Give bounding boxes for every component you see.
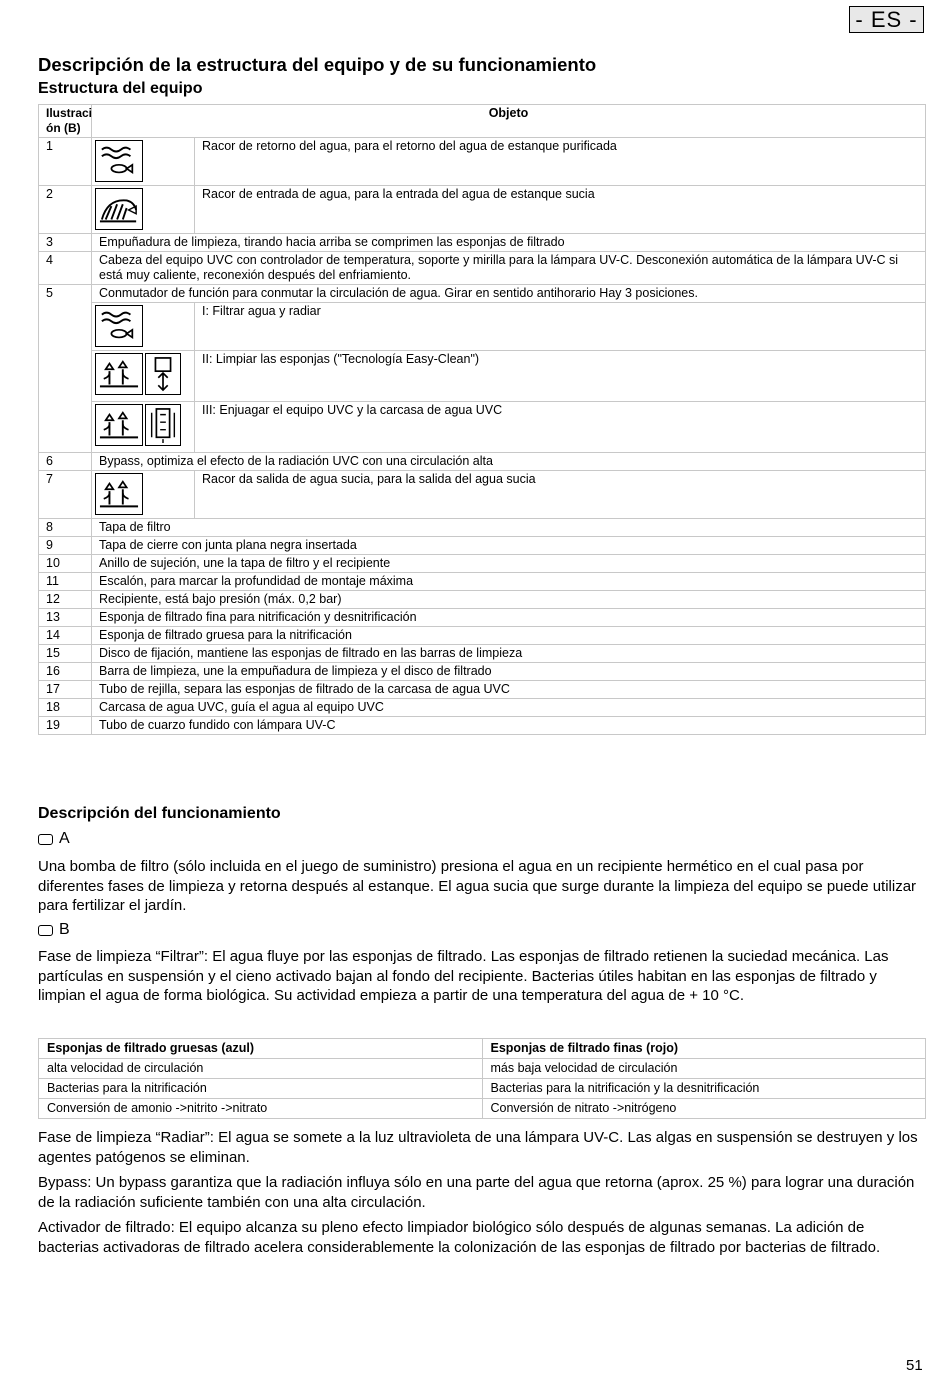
table-row (39, 627, 926, 645)
table-row (39, 681, 926, 699)
row-text: Racor da salida de agua sucia, para la salida del agua sucia (195, 471, 926, 519)
table-subrow (39, 303, 926, 351)
row-number: 14 (39, 627, 92, 645)
row-text: Empuñadura de limpieza, tirando hacia arriba se comprimen las esponjas de filtrado (92, 234, 926, 252)
row-text: Esponja de filtrado gruesa para la nitrificación (92, 627, 926, 645)
row-number: 13 (39, 609, 92, 627)
row-number: 4 (39, 252, 92, 285)
row-number: 9 (39, 537, 92, 555)
row-number: 12 (39, 591, 92, 609)
table-cell: Bacterias para la nitrificación y la desnitrificación (482, 1079, 926, 1099)
garden-plant-icon (95, 404, 143, 446)
row-number: 10 (39, 555, 92, 573)
row-number: 15 (39, 645, 92, 663)
table-cell: Conversión de nitrato ->nitrógeno (482, 1099, 926, 1119)
table-row (39, 717, 926, 735)
table-row (39, 537, 926, 555)
function-heading: Descripción del funcionamiento (38, 805, 281, 822)
paragraph-bypass: Bypass: Un bypass garantiza que la radiación influya sólo en una parte del agua que retorna (aprox. 25 %) para lograr una duración de la radiación suficiente también con una alta circulación. (38, 1174, 915, 1211)
table-row (39, 234, 926, 252)
figure-a-ref (38, 830, 70, 848)
table-row (39, 555, 926, 573)
table-header-row (39, 1039, 926, 1059)
table-row (39, 519, 926, 537)
table-cell: Bacterias para la nitrificación (39, 1079, 483, 1099)
icon-cell (92, 402, 195, 453)
table-row (39, 1099, 926, 1119)
figure-a-label: A (59, 830, 70, 847)
col-object-header: Objeto (92, 105, 926, 138)
sub-option-text: III: Enjuagar el equipo UVC y la carcasa de agua UVC (195, 402, 926, 453)
table-row (39, 1059, 926, 1079)
figure-ref-icon (38, 925, 53, 936)
table-cell: alta velocidad de circulación (39, 1059, 483, 1079)
icon-cell (92, 351, 195, 402)
row-text: Conmutador de función para conmutar la circulación de agua. Girar en sentido antihorario Hay 3 posiciones. (92, 285, 926, 303)
icon-cell (92, 138, 195, 186)
figure-b-label: B (59, 921, 70, 938)
table-header-row (39, 105, 926, 138)
water-fish-icon (95, 140, 143, 182)
row-text: Esponja de filtrado fina para nitrificación y desnitrificación (92, 609, 926, 627)
icon-cell (92, 303, 195, 351)
sub-option-text: I: Filtrar agua y radiar (195, 303, 926, 351)
page-number: 51 (906, 1357, 923, 1374)
row-number: 3 (39, 234, 92, 252)
table-row (39, 138, 926, 186)
table-row (39, 471, 926, 519)
row-number: 19 (39, 717, 92, 735)
row-text: Racor de entrada de agua, para la entrada del agua de estanque sucia (195, 186, 926, 234)
table-row (39, 663, 926, 681)
structure-table (38, 104, 926, 735)
table-row (39, 186, 926, 234)
sponge-table (38, 1038, 926, 1119)
icon-cell (92, 186, 195, 234)
col-coarse-header: Esponjas de filtrado gruesas (azul) (39, 1039, 483, 1059)
row-text: Recipiente, está bajo presión (máx. 0,2 bar) (92, 591, 926, 609)
row-text: Disco de fijación, mantiene las esponjas de filtrado en las barras de limpieza (92, 645, 926, 663)
col-illustration-header: Ilustraci ón (B) (39, 105, 92, 138)
page-title: Descripción de la estructura del equipo y de su funcionamiento (38, 54, 597, 75)
table-cell: Conversión de amonio ->nitrito ->nitrato (39, 1099, 483, 1119)
language-badge: - ES - (849, 6, 924, 33)
row-number: 6 (39, 453, 92, 471)
paragraph-activator: Activador de filtrado: El equipo alcanza su pleno efecto limpiador biológico sólo después de algunas semanas. La adición de bacterias activadoras de filtrado acelera considerablemente la colonización de las esponjas de filtrado por bacterias de filtrado. (38, 1219, 881, 1256)
table-subrow (39, 402, 926, 453)
row-number: 5 (39, 285, 92, 453)
row-text: Barra de limpieza, une la empuñadura de limpieza y el disco de filtrado (92, 663, 926, 681)
table-row (39, 609, 926, 627)
garden-plant-icon (95, 353, 143, 395)
clean-handle-icon (145, 353, 181, 395)
row-text: Tubo de cuarzo fundido con lámpara UV-C (92, 717, 926, 735)
uvc-rinse-icon (145, 404, 181, 446)
garden-plant-icon (95, 473, 143, 515)
row-text: Racor de retorno del agua, para el retorno del agua de estanque purificada (195, 138, 926, 186)
row-text: Tapa de cierre con junta plana negra insertada (92, 537, 926, 555)
row-number: 18 (39, 699, 92, 717)
row-text: Tapa de filtro (92, 519, 926, 537)
table-row (39, 453, 926, 471)
row-number: 11 (39, 573, 92, 591)
figure-ref-icon (38, 834, 53, 845)
table-cell: más baja velocidad de circulación (482, 1059, 926, 1079)
table-subrow (39, 351, 926, 402)
paragraph-radiar: Fase de limpieza “Radiar”: El agua se somete a la luz ultravioleta de una lámpara UV-C. Las algas en suspensión se destruyen y los agentes patógenos se eliminan. (38, 1129, 918, 1166)
table-row (39, 699, 926, 717)
row-number: 16 (39, 663, 92, 681)
dirty-water-icon (95, 188, 143, 230)
row-text: Cabeza del equipo UVC con controlador de temperatura, soporte y mirilla para la lámpara UV-C. Desconexión automática de la lámpara UV-C si está muy caliente, reconexión después del enfriamiento. (92, 252, 926, 285)
table-row (39, 285, 926, 303)
icon-cell (92, 471, 195, 519)
col-fine-header: Esponjas de filtrado finas (rojo) (482, 1039, 926, 1059)
sub-option-text: II: Limpiar las esponjas ("Tecnología Easy-Clean") (195, 351, 926, 402)
table-row (39, 645, 926, 663)
row-number: 17 (39, 681, 92, 699)
row-number: 8 (39, 519, 92, 537)
row-text: Carcasa de agua UVC, guía el agua al equipo UVC (92, 699, 926, 717)
table-row (39, 591, 926, 609)
row-number: 7 (39, 471, 92, 519)
table-row (39, 1079, 926, 1099)
table-row (39, 252, 926, 285)
row-number: 1 (39, 138, 92, 186)
structure-heading: Estructura del equipo (38, 80, 203, 97)
paragraph-a: Una bomba de filtro (sólo incluida en el juego de suministro) presiona el agua en un recipiente hermético en el cual pasa por diferentes fases de limpieza y retorna después al estanque. El agua sucia que surge durante la limpieza del equipo se puede utilizar para fertilizar el jardín. (38, 858, 917, 914)
row-text: Escalón, para marcar la profundidad de montaje máxima (92, 573, 926, 591)
row-text: Bypass, optimiza el efecto de la radiación UVC con una circulación alta (92, 453, 926, 471)
figure-b-ref (38, 921, 70, 939)
paragraph-b: Fase de limpieza “Filtrar”: El agua fluye por las esponjas de filtrado. Las esponjas de filtrado retienen la suciedad mecánica. Las partículas en suspensión y el cieno activado bajan al fondo del recipiente. Bacterias útiles habitan en las esponjas de filtrado y limpian el agua de forma biológica. Su actividad empieza a partir de una temperatura del agua de + 10 °C. (38, 948, 889, 1004)
row-text: Tubo de rejilla, separa las esponjas de filtrado de la carcasa de agua UVC (92, 681, 926, 699)
table-row (39, 573, 926, 591)
row-number: 2 (39, 186, 92, 234)
filter-radiate-icon (95, 305, 143, 347)
row-text: Anillo de sujeción, une la tapa de filtro y el recipiente (92, 555, 926, 573)
